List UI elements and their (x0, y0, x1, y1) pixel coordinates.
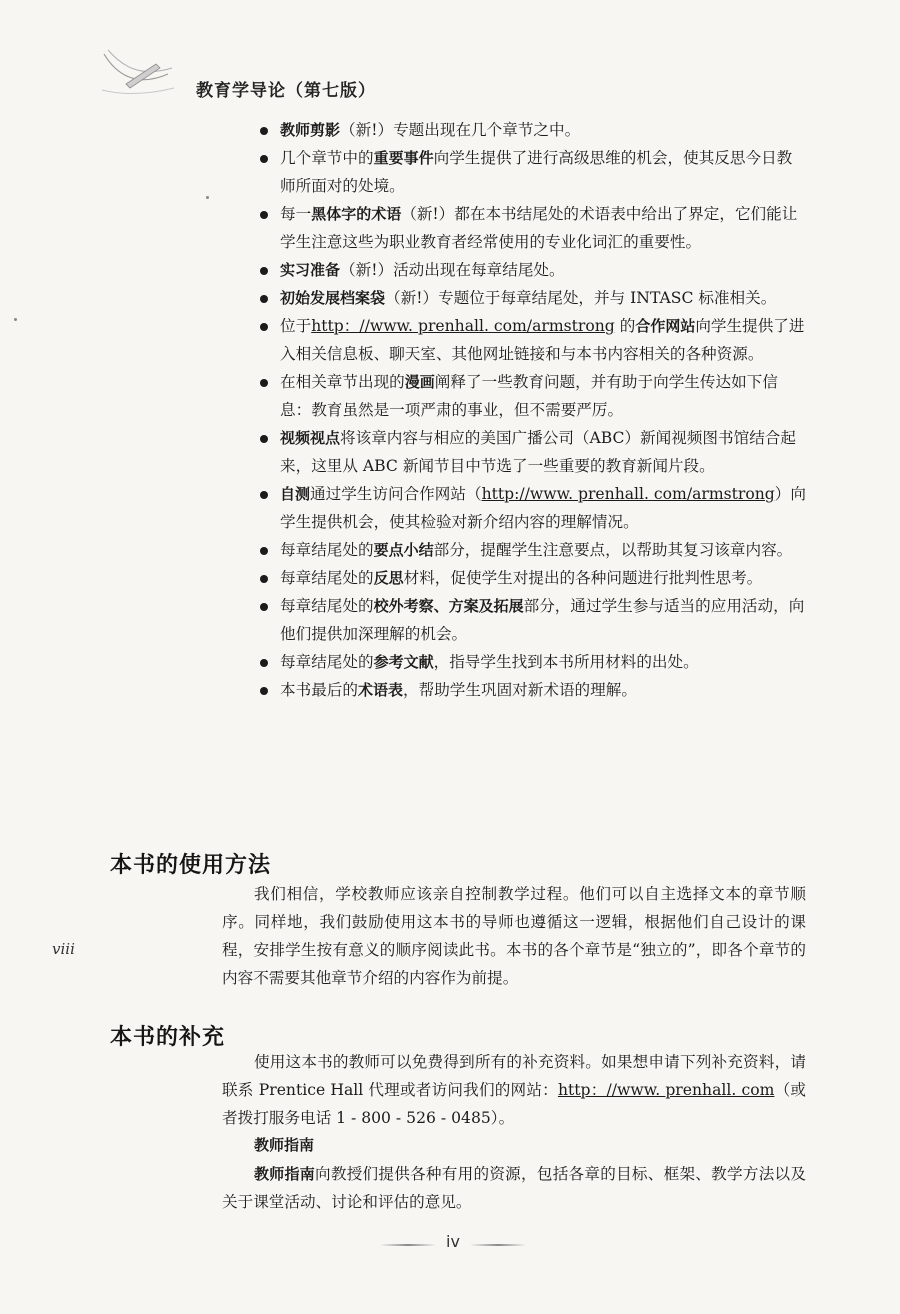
print-speck (14, 318, 17, 321)
list-item: 视频视点将该章内容与相应的美国广播公司（ABC）新闻视频图书馆结合起来，这里从 ABC 新闻节目中节选了一些重要的教育新闻片段。 (258, 424, 806, 480)
print-speck (206, 196, 209, 199)
section-body-supplements: 使用这本书的教师可以免费得到所有的补充资料。如果想申请下列补充资料，请联系 Prentice Hall 代理或者访问我们的网站：http：//www. prenhall. com（或者拨打服务电话 1 - 800 - 526 - 0485）。 (222, 1053, 806, 1127)
list-item: 自测通过学生访问合作网站（http://www. prenhall. com/armstrong）向学生提供机会，使其检验对新介绍内容的理解情况。 (258, 480, 806, 536)
list-item: 每章结尾处的参考文献，指导学生找到本书所用材料的出处。 (258, 648, 806, 676)
url-link[interactable]: http：//www. prenhall. com (557, 1081, 775, 1099)
list-item: 初始发展档案袋（新!）专题位于每章结尾处，并与 INTASC 标准相关。 (258, 284, 806, 312)
teacher-guide-body: 教师指南向教授们提供各种有用的资源，包括各章的目标、框架、教学方法以及关于课堂活动、讨论和评估的意见。 (222, 1165, 806, 1211)
running-head: 教育学导论（第七版） (196, 81, 376, 101)
page-number: iv (446, 1232, 460, 1251)
list-item: 在相关章节出现的漫画阐释了一些教育问题，并有助于向学生传达如下信息：教育虽然是一项严肃的事业，但不需要严厉。 (258, 368, 806, 424)
list-item: 每一黑体字的术语（新!）都在本书结尾处的术语表中给出了界定，它们能让学生注意这些为职业教育者经常使用的专业化词汇的重要性。 (258, 200, 806, 256)
url-link[interactable]: http://www. prenhall. com/armstrong (481, 485, 775, 503)
section-title-usage: 本书的使用方法 (110, 853, 272, 878)
list-item: 每章结尾处的要点小结部分，提醒学生注意要点，以帮助其复习该章内容。 (258, 536, 806, 564)
quill-ornament-icon (96, 44, 176, 98)
subhead-teacher-guide: 教师指南 (254, 1136, 315, 1154)
list-item: 实习准备（新!）活动出现在每章结尾处。 (258, 256, 806, 284)
url-link[interactable]: http：//www. prenhall. com/armstrong (311, 317, 615, 335)
margin-page-number: viii (52, 940, 75, 958)
footer-rule-right (470, 1244, 526, 1246)
list-item: 位于http：//www. prenhall. com/armstrong 的合作网站向学生提供了进入相关信息板、聊天室、其他网址链接和与本书内容相关的各种资源。 (258, 312, 806, 368)
page-footer (0, 1232, 900, 1262)
list-item: 本书最后的术语表，帮助学生巩固对新术语的理解。 (258, 676, 806, 704)
section-body-usage: 我们相信，学校教师应该亲自控制教学过程。他们可以自主选择文本的章节顺序。同样地，我们鼓励使用这本书的导师也遵循这一逻辑，根据他们自己设计的课程，安排学生按有意义的顺序阅读此书。本书的各个章节是“独立的”，即各个章节的内容不需要其他章节介绍的内容作为前提。 (222, 885, 806, 987)
list-item: 每章结尾处的校外考察、方案及拓展部分，通过学生参与适当的应用活动，向他们提供加深理解的机会。 (258, 592, 806, 648)
list-item: 每章结尾处的反思材料，促使学生对提出的各种问题进行批判性思考。 (258, 564, 806, 592)
list-item: 教师剪影（新!）专题出现在几个章节之中。 (258, 116, 806, 144)
list-item: 几个章节中的重要事件向学生提供了进行高级思维的机会，使其反思今日教师所面对的处境。 (258, 144, 806, 200)
feature-list (258, 116, 806, 704)
footer-rule-left (380, 1244, 436, 1246)
section-title-supplements: 本书的补充 (110, 1025, 226, 1050)
